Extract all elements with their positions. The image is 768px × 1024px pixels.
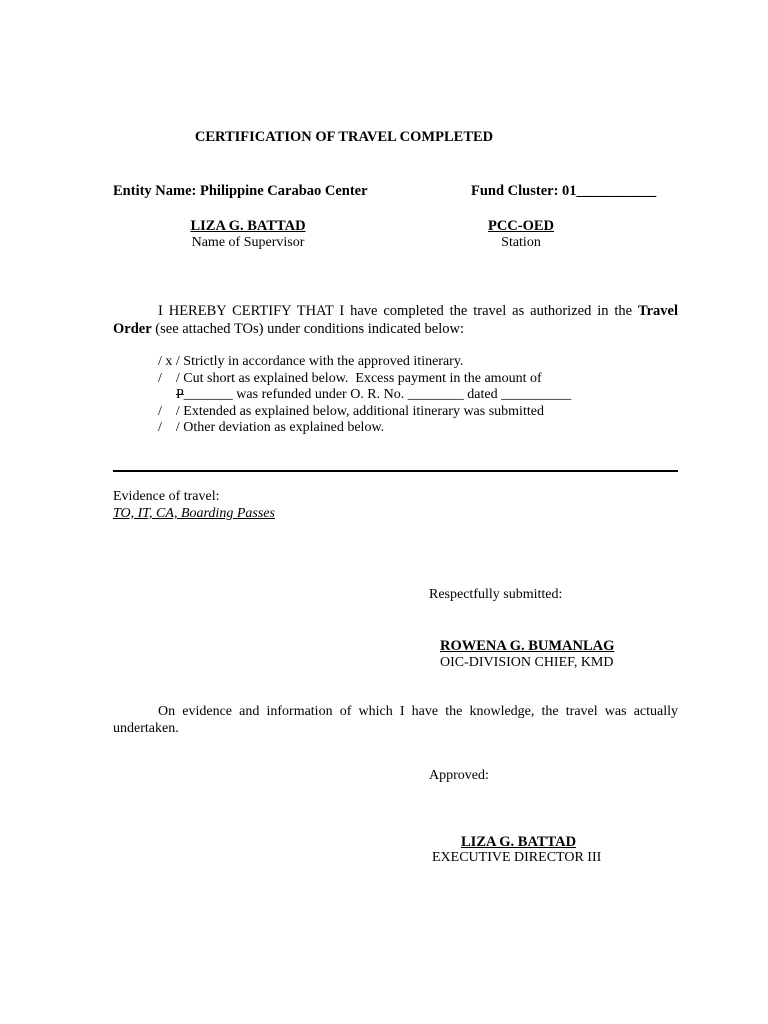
condition-text: Strictly in accordance with the approved itinerary. [183, 354, 464, 369]
condition-mark: / / [158, 404, 180, 419]
approver-name: LIZA G. BATTAD [461, 834, 577, 850]
entity-name-line [113, 183, 368, 200]
condition-item [158, 420, 384, 436]
submitter-name: ROWENA G. BUMANLAG [440, 638, 615, 654]
station-block [461, 218, 581, 251]
certification-paragraph [113, 302, 678, 338]
condition-text: _______ was refunded under O. R. No. ________ dated __________ [183, 387, 572, 402]
supervisor-caption: Name of Supervisor [191, 235, 305, 250]
condition-text: Extended as explained below, additional itinerary was submitted [183, 404, 544, 419]
entity-name-label: Entity Name: [113, 183, 197, 199]
station-value: PCC-OED [487, 218, 555, 234]
evidence-value: TO, IT, CA, Boarding Passes [113, 506, 275, 521]
fund-cluster-line [471, 183, 656, 200]
travel-order-term: Travel Order [113, 303, 678, 337]
condition-mark: / / [158, 420, 180, 435]
condition-mark: / / [158, 371, 180, 386]
document-title: CERTIFICATION OF TRAVEL COMPLETED [194, 129, 494, 145]
section-divider [113, 470, 678, 472]
condition-mark: / x / [158, 354, 180, 369]
certification-text-before: I HEREBY CERTIFY THAT I have completed the travel as authorized in the [158, 303, 638, 319]
submission-label: Respectfully submitted: [429, 587, 563, 602]
attestation-paragraph: On evidence and information of which I have the knowledge, the travel was actually undertaken. [113, 704, 678, 736]
approver-title: EXECUTIVE DIRECTOR III [432, 850, 602, 865]
entity-name-value: Philippine Carabao Center [200, 183, 368, 199]
supervisor-block [168, 218, 328, 251]
evidence-label: Evidence of travel: [113, 489, 220, 504]
station-caption: Station [501, 235, 541, 250]
condition-text: Cut short as explained below. Excess payment in the amount of [183, 371, 542, 386]
condition-item [158, 371, 542, 387]
condition-item [158, 354, 463, 370]
fund-cluster-label: Fund Cluster: [471, 183, 559, 199]
condition-text: Other deviation as explained below. [183, 420, 385, 435]
approval-label: Approved: [429, 768, 489, 783]
condition-continuation [176, 387, 571, 403]
submitter-title: OIC-DIVISION CHIEF, KMD [440, 655, 614, 670]
supervisor-name: LIZA G. BATTAD [190, 218, 306, 234]
fund-cluster-value: 01___________ [562, 183, 657, 199]
certification-text-after: (see attached TOs) under conditions indicated below: [151, 321, 464, 337]
peso-sign: P [176, 387, 184, 402]
condition-item [158, 404, 544, 420]
